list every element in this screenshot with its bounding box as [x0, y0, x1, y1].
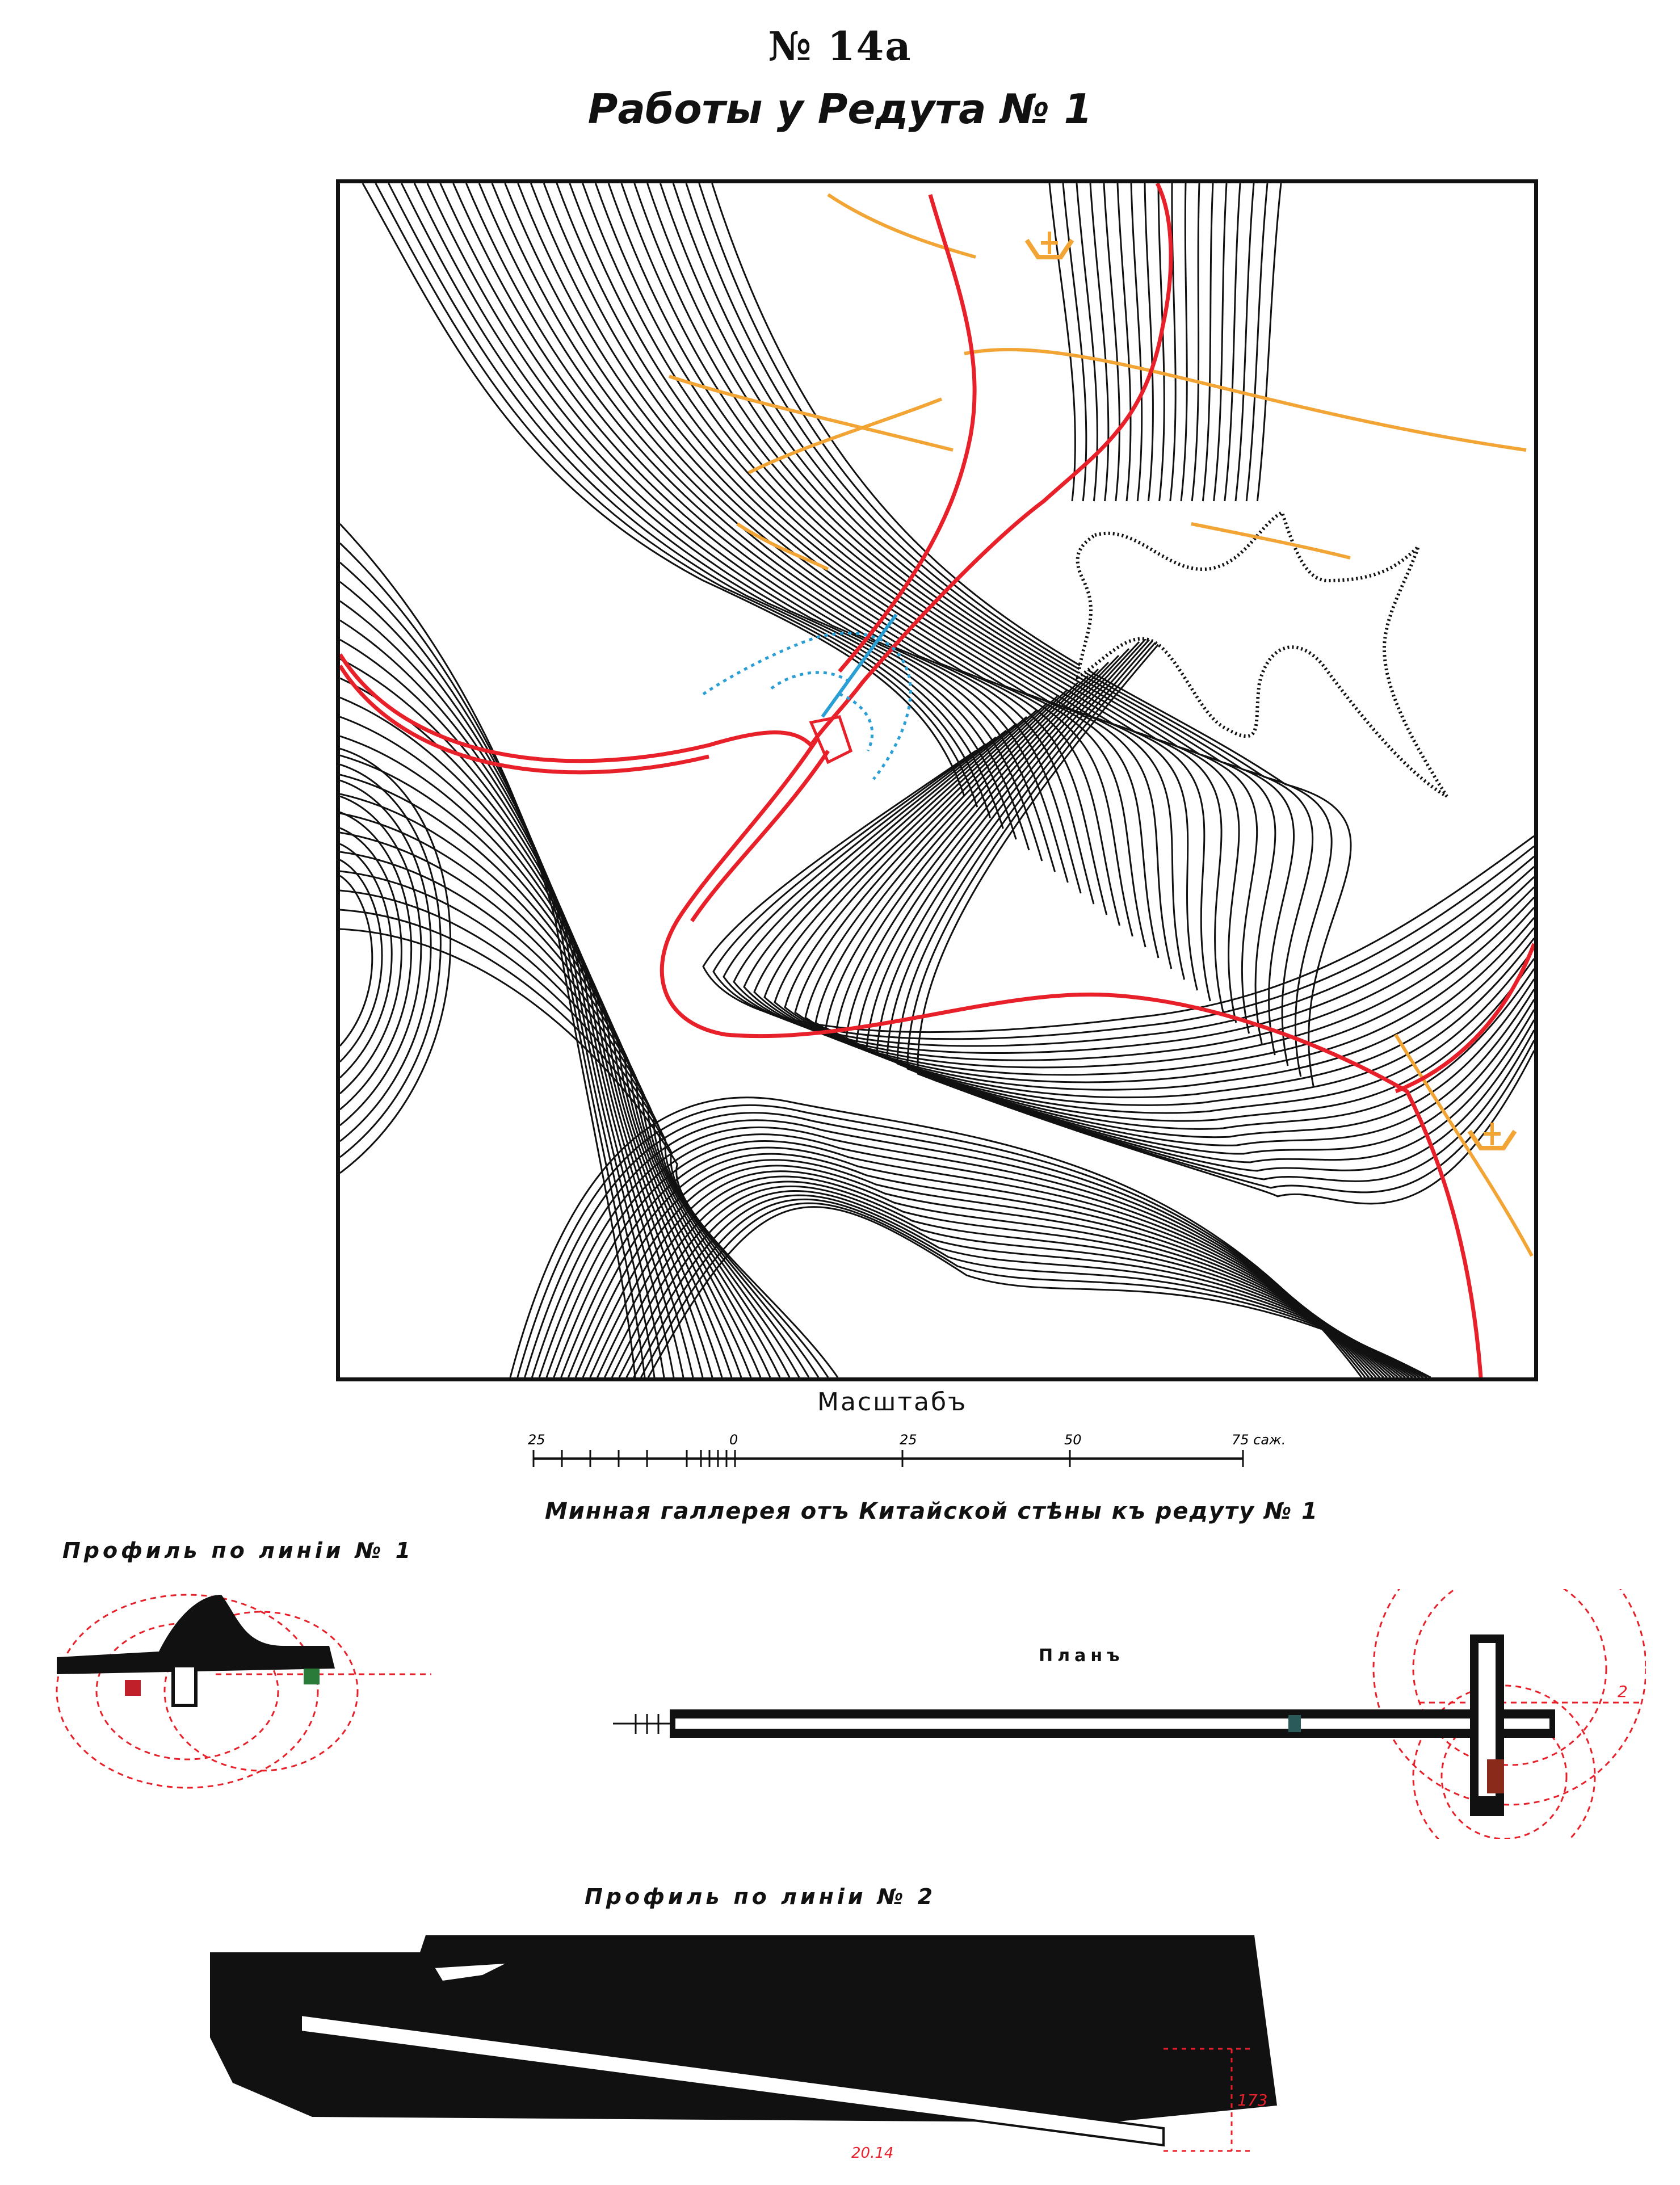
plan-line-label: 2 — [1618, 1682, 1628, 1701]
topographic-map — [336, 179, 1538, 1381]
contour-line — [604, 1182, 1409, 1377]
scale-tick-label: 75 саж. — [1232, 1432, 1286, 1448]
contour-map-canvas — [340, 183, 1534, 1377]
contour-line — [1203, 183, 1213, 501]
contour-line — [340, 833, 789, 1377]
contour-line — [340, 764, 440, 1157]
profile-1-drawing — [45, 1583, 477, 1822]
contour-line — [340, 775, 761, 1377]
contour-line — [795, 690, 1534, 1098]
scale-tick-label: 25 — [528, 1432, 545, 1448]
profile-2-title: Профиль по линіи № 2 — [585, 1884, 936, 1909]
contour-line — [1246, 183, 1267, 501]
contour-line — [1181, 183, 1187, 501]
contour-line — [340, 876, 372, 1046]
contour-lines — [340, 183, 1534, 1377]
contour-line — [1192, 183, 1199, 501]
contour-line — [518, 183, 1120, 926]
profile-2-dimension: 20.14 — [851, 2145, 894, 2162]
profile-2-drawing — [199, 1935, 1305, 2174]
contour-line — [510, 1098, 1362, 1377]
sheet-number: № 14а — [768, 23, 912, 70]
sheet-title: Работы у Редута № 1 — [587, 85, 1093, 133]
contour-line — [816, 676, 1534, 1113]
profile-1-title: Профиль по линіи № 1 — [62, 1538, 414, 1563]
contour-line — [1104, 183, 1119, 501]
scale-label: Масштабъ — [817, 1388, 968, 1417]
contour-line — [340, 860, 382, 1062]
contour-line — [340, 620, 683, 1377]
contour-line — [641, 1203, 1427, 1377]
fort-symbol-icon — [1469, 1123, 1515, 1148]
contour-line — [1225, 183, 1240, 501]
mine-gallery — [703, 633, 910, 780]
contour-line — [544, 183, 1145, 947]
scale-tick-label: 25 — [900, 1432, 917, 1448]
contour-line — [401, 183, 1003, 829]
fort-symbol-icon — [1027, 232, 1072, 257]
scale-tick-label: 0 — [729, 1432, 738, 1448]
plan-drawing — [568, 1589, 1646, 1839]
scale-tick-label: 50 — [1064, 1432, 1082, 1448]
gallery-caption: Минная галлерея отъ Китайской стѣны къ редуту № 1 — [545, 1498, 1318, 1524]
profile-2-depth: 173 — [1237, 2091, 1268, 2110]
contour-line — [1257, 183, 1281, 501]
fortification-lines — [340, 183, 1534, 1377]
contour-line — [453, 183, 1055, 872]
contour-line — [363, 183, 964, 796]
contour-line — [1049, 183, 1075, 501]
contour-line — [634, 1199, 1423, 1377]
contour-line — [466, 183, 1068, 883]
plan-title: Планъ — [1039, 1646, 1124, 1666]
scale-bar — [528, 1419, 1351, 1487]
contour-line — [1131, 183, 1142, 501]
contour-line — [1145, 183, 1153, 501]
contour-line — [427, 183, 1029, 850]
contour-line — [414, 183, 1016, 839]
contour-line — [1214, 183, 1227, 501]
